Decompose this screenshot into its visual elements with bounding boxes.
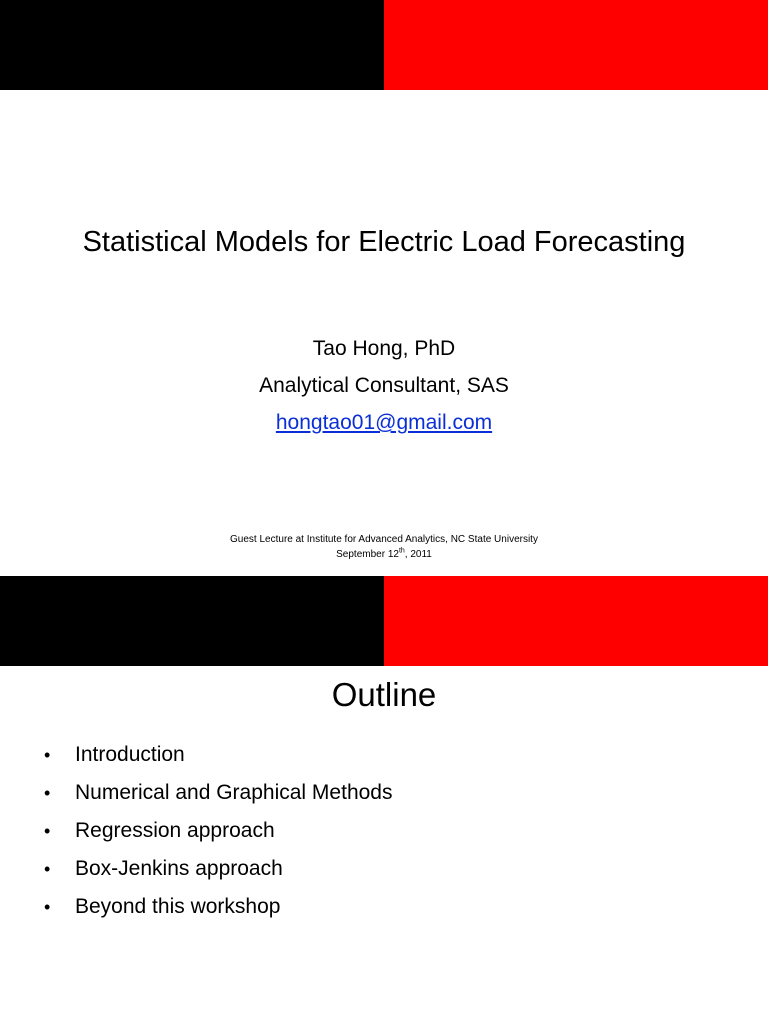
lecture-note <box>0 532 768 562</box>
list-item <box>44 736 392 774</box>
slide-title: Statistical Models for Electric Load Forecasting <box>82 226 686 258</box>
date-superscript: th <box>398 547 405 555</box>
bullet-icon: • <box>44 859 51 879</box>
lecture-date <box>0 547 768 562</box>
bullet-icon: • <box>44 821 51 841</box>
author-email-link[interactable]: hongtao01@gmail.com <box>275 411 493 434</box>
bullet-icon: • <box>44 897 51 917</box>
list-item-text: Numerical and Graphical Methods <box>75 781 393 804</box>
date-prefix: September 12 <box>336 549 399 560</box>
lecture-line: Guest Lecture at Institute for Advanced Analytics, NC State University <box>230 534 538 545</box>
header-band-black <box>0 576 384 666</box>
header-band <box>0 576 768 666</box>
list-item-text: Introduction <box>75 743 185 766</box>
list-item <box>44 774 392 812</box>
header-band-red <box>384 576 768 666</box>
author-block <box>0 330 768 441</box>
bullet-icon: • <box>44 783 51 803</box>
date-suffix: , 2011 <box>404 549 432 560</box>
header-band-black <box>0 0 384 90</box>
list-item-text: Regression approach <box>75 819 275 842</box>
list-item <box>44 812 392 850</box>
outline-slide <box>0 576 768 1024</box>
list-item <box>44 850 392 888</box>
header-band-red <box>384 0 768 90</box>
outline-title: Outline <box>331 676 437 713</box>
list-item <box>44 888 392 926</box>
author-name: Tao Hong, PhD <box>312 337 456 360</box>
outline-list <box>44 736 392 926</box>
author-role: Analytical Consultant, SAS <box>259 374 509 397</box>
bullet-icon: • <box>44 745 51 765</box>
list-item-text: Beyond this workshop <box>75 895 281 918</box>
list-item-text: Box-Jenkins approach <box>75 857 283 880</box>
header-band <box>0 0 768 90</box>
